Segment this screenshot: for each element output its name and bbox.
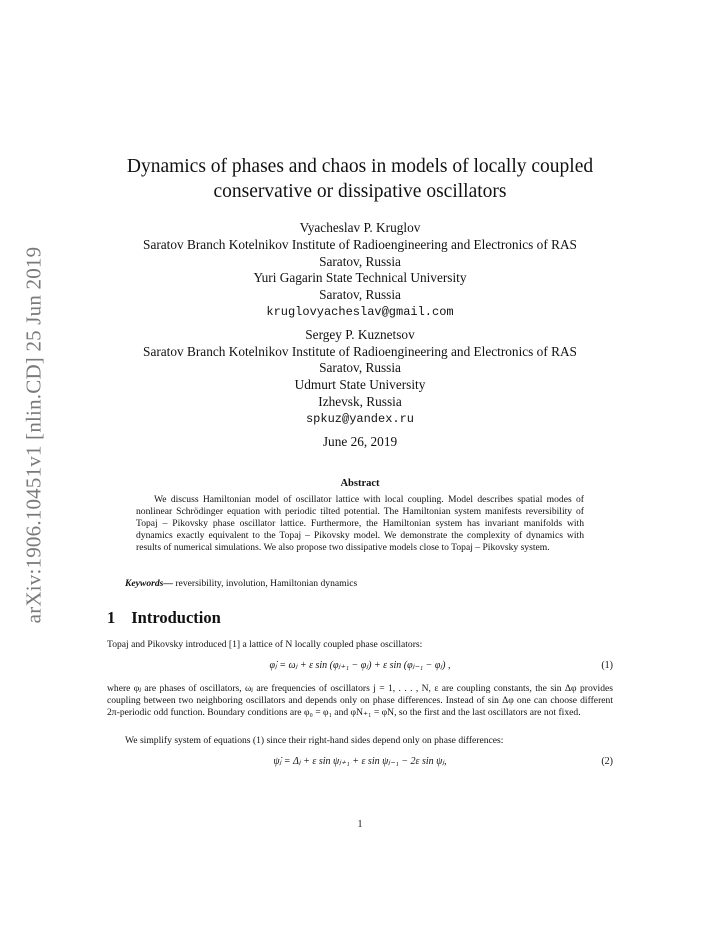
author-1-name: Vyacheslav P. Kruglov <box>299 220 421 235</box>
equation-1-label: (1) <box>601 660 613 671</box>
abstract-heading: Abstract <box>340 478 380 489</box>
intro-paragraph-3: We simplify system of equations (1) since their right-hand sides depend only on phase differences: <box>125 735 504 746</box>
author-2-city-2: Izhevsk, Russia <box>318 393 402 409</box>
author-block <box>100 220 620 428</box>
author-2-affiliation-1: Saratov Branch Kotelnikov Institute of Radioengineering and Electronics of RAS <box>143 343 577 359</box>
publication-date: June 26, 2019 <box>322 434 398 449</box>
title-line-2: conservative or dissipative oscillators <box>213 181 507 202</box>
author-1-affiliation-2: Yuri Gagarin State Technical University <box>253 270 467 286</box>
intro-paragraph-1: Topaj and Pikovsky introduced [1] a lattice of N locally coupled phase oscillators: <box>107 639 423 650</box>
author-1-city-1: Saratov, Russia <box>319 253 401 269</box>
author-2-email: spkuz@yandex.ru <box>305 411 415 426</box>
equation-2-label: (2) <box>601 756 613 767</box>
arxiv-identifier-text: arXiv:1906.10451v1 [nlin.CD] 25 Jun 2019 <box>21 246 46 624</box>
author-1-email: kruglovyacheslav@gmail.com <box>266 304 454 319</box>
author-1-affiliation-1: Saratov Branch Kotelnikov Institute of Radioengineering and Electronics of RAS <box>143 236 577 252</box>
intro-paragraph-2: where φⱼ are phases of oscillators, ωⱼ are frequencies of oscillators j = 1, . . . , N, ε are coupling constants, the sin Δφ provides coupling between two neighboring oscillators and depends only on phase differences. Instead of sin Δφ one can choose different 2π-periodic odd function. Boundary conditions are φ₀ = φ₁ and φN₊₁ = φN, so the first and the last oscillators are not fixed. <box>107 683 613 719</box>
author-2-city-1: Saratov, Russia <box>319 360 401 376</box>
equation-1-body: φ̇ⱼ = ωⱼ + ε sin (φⱼ₊₁ − φⱼ) + ε sin (φⱼ₋₁ − φⱼ) , <box>269 660 451 671</box>
arxiv-identifier-sidebar <box>18 220 50 650</box>
author-2-affiliation-2: Udmurt State University <box>294 377 426 393</box>
section-heading <box>107 608 221 628</box>
paper-title <box>100 154 620 204</box>
title-line-1: Dynamics of phases and chaos in models of locally coupled <box>126 156 594 177</box>
author-1-city-2: Saratov, Russia <box>319 287 401 303</box>
author-2-name: Sergey P. Kuznetsov <box>305 326 415 342</box>
page-number: 1 <box>357 819 363 830</box>
section-title: Introduction <box>131 608 221 627</box>
section-number: 1 <box>107 608 116 627</box>
keywords-text: reversibility, involution, Hamiltonian dynamics <box>172 578 358 589</box>
abstract-text: We discuss Hamiltonian model of oscillator lattice with local coupling. Model describes spatial modes of nonlinear Schrödinger equation with periodic tilted potential. The Hamiltonian system manifests reversibility of Topaj – Pikovsky phase oscillator lattice. Furthermore, the Hamiltonian system has invariant manifolds with dynamics exactly equivalent to the Topaj – Pikovsky model. We demonstrate the complexity of dynamics with results of numerical simulations. We also propose two dissipative models close to Topaj – Pikovsky system. <box>136 494 584 554</box>
keywords-label: Keywords— <box>125 578 173 589</box>
keywords <box>125 578 595 589</box>
equation-2-body: ψ̇ⱼ = Δⱼ + ε sin ψⱼ₊₁ + ε sin ψⱼ₋₁ − 2ε sin ψⱼ, <box>273 756 447 767</box>
